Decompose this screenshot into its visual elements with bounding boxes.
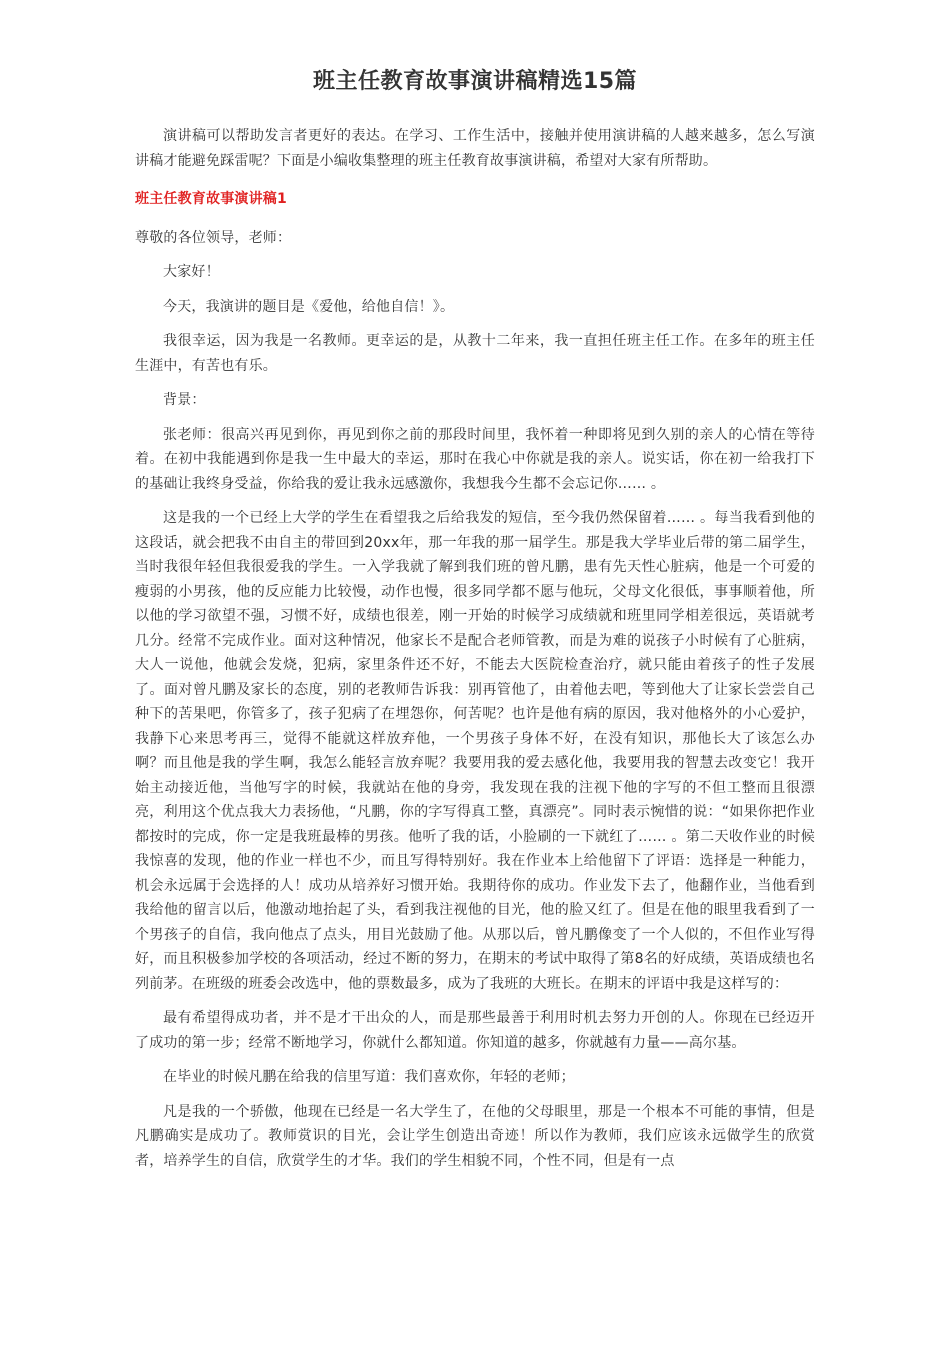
- document-page: [135, 0, 815, 1173]
- student-message-paragraph: 张老师：很高兴再见到你，再见到你之前的那段时间里，我怀着一种即将见到久别的亲人的心情在等待着。在初中我能遇到你是我一生中最大的幸运，那时在我心中你就是我的亲人。说实话，你在初一给我打下的基础让我终身受益，你给我的爱让我永远感激你，我想我今生都不会忘记你…… 。: [135, 426, 815, 492]
- background-label-paragraph: 背景：: [163, 392, 206, 408]
- speech-topic-paragraph: 今天，我演讲的题目是《爱他，给他自信！》。: [163, 298, 455, 315]
- reflection-paragraph: 凡是我的一个骄傲，他现在已经是一名大学生了，在他的父母眼里，那是一个根本不可能的事情，但是凡鹏确实是成功了。教师赏识的目光，会让学生创造出奇迹！所以作为教师，我们应该永远做学生的欣赏者，培养学生的自信，欣赏学生的才华。我们的学生相貌不同，个性不同，但是有一点: [135, 1103, 815, 1169]
- salutation-paragraph: 尊敬的各位领导，老师：: [135, 229, 292, 246]
- document-title: 班主任教育故事演讲稿精选15篇: [312, 69, 638, 94]
- graduation-letter-paragraph: 在毕业的时候凡鹏在给我的信里写道：我们喜欢你，年轻的老师；: [163, 1069, 575, 1085]
- main-story-paragraph: 这是我的一个已经上大学的学生在看望我之后给我发的短信，至今我仍然保留着…… 。每当我看到他的这段话，就会把我不由自主的带回到20xx年，那一年我的那一届学生。那是我大学毕业后带的第二届学生，当时我很年轻但我很爱我的学生。一入学我就了解到我们班的曾凡鹏，患有先天性心脏病，他是一个可爱的瘦弱的小男孩，他的反应能力比较慢，动作也慢，很多同学都不愿与他玩，父母文化很低，事事顺着他，所以他的学习欲望不强，习惯不好，成绩也很差，刚一开始的时候学习成绩就和班里同学相差很远，英语就考几分。经常不完成作业。面对这种情况，他家长不是配合老师管教，而是为难的说孩子小时候有了心脏病，大人一说他，他就会发烧，犯病，家里条件还不好，不能去大医院检查治疗，就只能由着孩子的性子发展了。面对曾凡鹏及家长的态度，别的老教师告诉我：别再管他了，由着他去吧，等到他大了让家长尝尝自己种下的苦果吧，你管多了，孩子犯病了在埋怨你，何苦呢？也许是他有病的原因，我对他格外的小心爱护，我静下心来思考再三，觉得不能就这样放弃他，一个男孩子身体不好，在没有知识，那他长大了该怎么办啊？而且他是我的学生啊，我怎么能轻言放弃呢？我要用我的爱去感化他，我要用我的智慧去改变它！我开始主动接近他，当他写字的时候，我就站在他的身旁，我发现在我的注视下他的字写的不但工整而且很漂亮，利用这个优点我大力表扬他，“凡鹏，你的字写得真工整，真漂亮”。同时表示惋惜的说：“如果你把作业都按时的完成，你一定是我班最棒的男孩。他听了我的话，小脸刷的一下就红了…… 。第二天收作业的时候我惊喜的发现，他的作业一样也不少，而且写得特别好。我在作业本上给他留下了评语：选择是一种能力，机会永远属于会选择的人！成功从培养好习惯开始。我期待你的成功。作业发下去了，他翻作业，当他看到我给他的留言以后，他激动地抬起了头，看到我注视他的目光，他的脸又红了。但是在他的眼里我看到了一个男孩子的自信，我向他点了点头，用目光鼓励了他。从那以后，曾凡鹏像变了一个人似的，不但作业写得好，而且积极参加学校的各项活动，经过不断的努力，在期末的考试中取得了第8名的好成绩，英语成绩也名列前茅。在班级的班委会改选中，他的票数最多，成为了我班的大班长。在期末的评语中我是这样写的：: [135, 510, 815, 992]
- greeting-paragraph: 大家好！: [163, 264, 220, 280]
- section-heading-1: 班主任教育故事演讲稿1: [135, 191, 287, 207]
- quote-paragraph: 最有希望得成功者，并不是才干出众的人，而是那些最善于利用时机去努力开创的人。你现在已经迈开了成功的第一步；经常不断地学习，你就什么都知道。你知道的越多，你就越有力量——高尔基。: [135, 1010, 815, 1051]
- intro-paragraph: 演讲稿可以帮助发言者更好的表达。在学习、工作生活中，接触并使用演讲稿的人越来越多，怎么写演讲稿才能避免踩雷呢？下面是小编收集整理的班主任教育故事演讲稿，希望对大家有所帮助。: [135, 128, 815, 169]
- fortune-paragraph: 我很幸运，因为我是一名教师。更幸运的是，从教十二年来，我一直担任班主任工作。在多年的班主任生涯中，有苦也有乐。: [135, 333, 815, 374]
